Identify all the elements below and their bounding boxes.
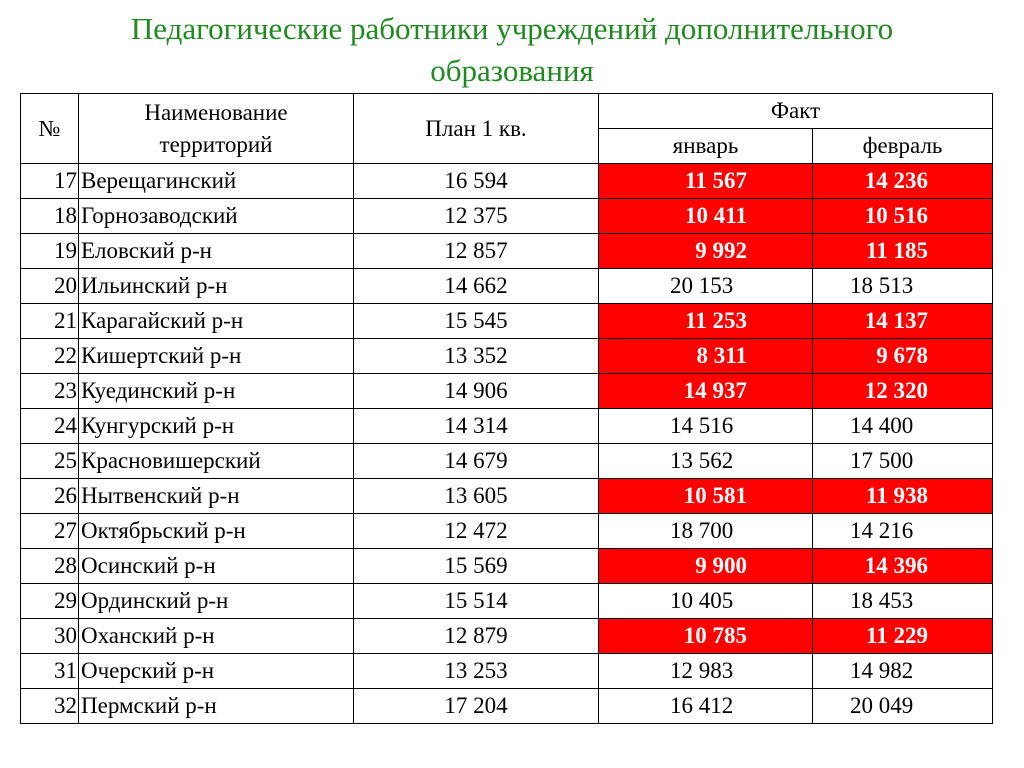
row-num: 21 <box>21 304 79 339</box>
row-num: 29 <box>21 584 79 619</box>
row-fact-feb <box>813 199 993 234</box>
table-row <box>21 584 993 619</box>
row-fact-feb <box>813 409 993 444</box>
row-territory: Осинский р-н <box>79 549 354 584</box>
row-fact-jan-value: 9 992 <box>695 238 747 263</box>
row-fact-feb-value: 10 516 <box>864 203 928 228</box>
header-plan: План 1 кв. <box>354 94 599 164</box>
header-name-line1: Наименование <box>144 99 288 125</box>
row-plan: 14 679 <box>354 444 599 479</box>
row-territory: Ильинский р-н <box>79 269 354 304</box>
row-territory: Кишертский р-н <box>79 339 354 374</box>
row-num: 18 <box>21 199 79 234</box>
table-body <box>21 164 993 724</box>
row-fact-jan-value: 12 983 <box>670 658 734 683</box>
table-row <box>21 164 993 199</box>
row-fact-feb <box>813 584 993 619</box>
row-fact-feb <box>813 689 993 724</box>
row-plan: 12 472 <box>354 514 599 549</box>
row-num: 23 <box>21 374 79 409</box>
row-fact-jan <box>599 304 813 339</box>
row-fact-feb-value: 18 453 <box>850 588 914 613</box>
row-fact-jan-value: 8 311 <box>696 343 747 368</box>
row-plan: 15 545 <box>354 304 599 339</box>
row-territory: Кунгурский р-н <box>79 409 354 444</box>
page-title-line1: Педагогические работники учреждений дополнительного <box>130 11 894 46</box>
row-fact-jan <box>599 199 813 234</box>
row-territory: Горнозаводский <box>79 199 354 234</box>
table-row <box>21 689 993 724</box>
table-row <box>21 479 993 514</box>
table-row <box>21 549 993 584</box>
row-num: 26 <box>21 479 79 514</box>
row-fact-feb-value: 14 400 <box>850 413 914 438</box>
row-fact-feb-value: 12 320 <box>864 378 928 403</box>
row-num: 20 <box>21 269 79 304</box>
table-row <box>21 234 993 269</box>
row-fact-jan <box>599 584 813 619</box>
table-row <box>21 269 993 304</box>
row-num: 24 <box>21 409 79 444</box>
table-row <box>21 339 993 374</box>
table-row <box>21 374 993 409</box>
row-fact-jan <box>599 689 813 724</box>
row-territory: Нытвенский р-н <box>79 479 354 514</box>
row-fact-feb-value: 14 137 <box>864 308 928 333</box>
header-name-line2: территорий <box>159 131 273 157</box>
row-plan: 13 605 <box>354 479 599 514</box>
row-fact-feb <box>813 164 993 199</box>
row-plan: 12 375 <box>354 199 599 234</box>
row-fact-feb-value: 9 678 <box>876 343 928 368</box>
row-fact-feb <box>813 304 993 339</box>
row-fact-feb <box>813 479 993 514</box>
row-fact-feb-value: 11 185 <box>866 238 928 263</box>
row-fact-feb-value: 14 396 <box>864 553 928 578</box>
row-fact-jan-value: 11 567 <box>685 168 747 193</box>
row-fact-jan-value: 16 412 <box>670 693 734 718</box>
row-territory: Октябрьский р-н <box>79 514 354 549</box>
row-fact-feb <box>813 269 993 304</box>
row-fact-jan-value: 20 153 <box>670 273 734 298</box>
row-fact-jan <box>599 479 813 514</box>
row-fact-feb <box>813 444 993 479</box>
row-fact-feb-value: 14 216 <box>850 518 914 543</box>
row-fact-jan <box>599 654 813 689</box>
row-plan: 17 204 <box>354 689 599 724</box>
row-fact-jan-value: 13 562 <box>670 448 734 473</box>
row-plan: 15 514 <box>354 584 599 619</box>
row-fact-jan-value: 14 937 <box>683 378 747 403</box>
row-fact-jan-value: 10 785 <box>683 623 747 648</box>
row-fact-jan <box>599 619 813 654</box>
row-fact-jan <box>599 514 813 549</box>
row-fact-feb-value: 17 500 <box>850 448 914 473</box>
row-num: 27 <box>21 514 79 549</box>
table-row <box>21 654 993 689</box>
row-territory: Куединский р-н <box>79 374 354 409</box>
row-num: 22 <box>21 339 79 374</box>
row-num: 19 <box>21 234 79 269</box>
row-fact-jan <box>599 164 813 199</box>
row-fact-feb-value: 20 049 <box>850 693 914 718</box>
table-row <box>21 514 993 549</box>
row-territory: Карагайский р-н <box>79 304 354 339</box>
row-num: 31 <box>21 654 79 689</box>
row-fact-jan <box>599 269 813 304</box>
table-row <box>21 409 993 444</box>
row-plan: 12 857 <box>354 234 599 269</box>
data-table <box>20 93 993 724</box>
row-fact-jan <box>599 444 813 479</box>
row-num: 28 <box>21 549 79 584</box>
row-fact-jan <box>599 374 813 409</box>
row-plan: 14 906 <box>354 374 599 409</box>
row-fact-feb-value: 14 236 <box>864 168 928 193</box>
row-num: 25 <box>21 444 79 479</box>
row-fact-jan-value: 14 516 <box>670 413 734 438</box>
row-fact-jan-value: 10 411 <box>685 203 747 228</box>
row-fact-feb-value: 18 513 <box>850 273 914 298</box>
row-fact-feb <box>813 619 993 654</box>
row-fact-jan-value: 10 581 <box>683 483 747 508</box>
row-fact-jan-value: 11 253 <box>685 308 747 333</box>
row-territory: Верещагинский <box>79 164 354 199</box>
header-jan: январь <box>599 129 813 164</box>
row-fact-jan <box>599 549 813 584</box>
row-fact-feb <box>813 339 993 374</box>
table-row <box>21 444 993 479</box>
row-plan: 12 879 <box>354 619 599 654</box>
row-fact-feb <box>813 654 993 689</box>
table-row <box>21 304 993 339</box>
row-territory: Пермский р-н <box>79 689 354 724</box>
row-territory: Ординский р-н <box>79 584 354 619</box>
row-fact-feb-value: 14 982 <box>850 658 914 683</box>
row-num: 17 <box>21 164 79 199</box>
row-plan: 13 352 <box>354 339 599 374</box>
table-row <box>21 619 993 654</box>
row-territory: Оханский р-н <box>79 619 354 654</box>
row-fact-jan-value: 9 900 <box>695 553 747 578</box>
row-fact-jan <box>599 409 813 444</box>
row-fact-jan-value: 10 405 <box>670 588 734 613</box>
header-fact: Факт <box>599 94 993 129</box>
page-title <box>0 8 1024 92</box>
table-row <box>21 199 993 234</box>
row-fact-jan <box>599 339 813 374</box>
row-num: 32 <box>21 689 79 724</box>
row-territory: Красновишерский <box>79 444 354 479</box>
row-fact-feb <box>813 234 993 269</box>
row-plan: 15 569 <box>354 549 599 584</box>
row-fact-feb <box>813 549 993 584</box>
row-plan: 14 314 <box>354 409 599 444</box>
row-plan: 13 253 <box>354 654 599 689</box>
header-name <box>79 94 354 164</box>
row-plan: 16 594 <box>354 164 599 199</box>
row-plan: 14 662 <box>354 269 599 304</box>
row-fact-feb-value: 11 938 <box>866 483 928 508</box>
row-fact-jan <box>599 234 813 269</box>
row-territory: Еловский р-н <box>79 234 354 269</box>
row-fact-feb <box>813 374 993 409</box>
header-feb: февраль <box>813 129 993 164</box>
page-title-line2: образования <box>430 53 594 88</box>
row-num: 30 <box>21 619 79 654</box>
header-num: № <box>21 94 79 164</box>
row-fact-feb <box>813 514 993 549</box>
row-territory: Очерский р-н <box>79 654 354 689</box>
row-fact-feb-value: 11 229 <box>866 623 928 648</box>
row-fact-jan-value: 18 700 <box>670 518 734 543</box>
